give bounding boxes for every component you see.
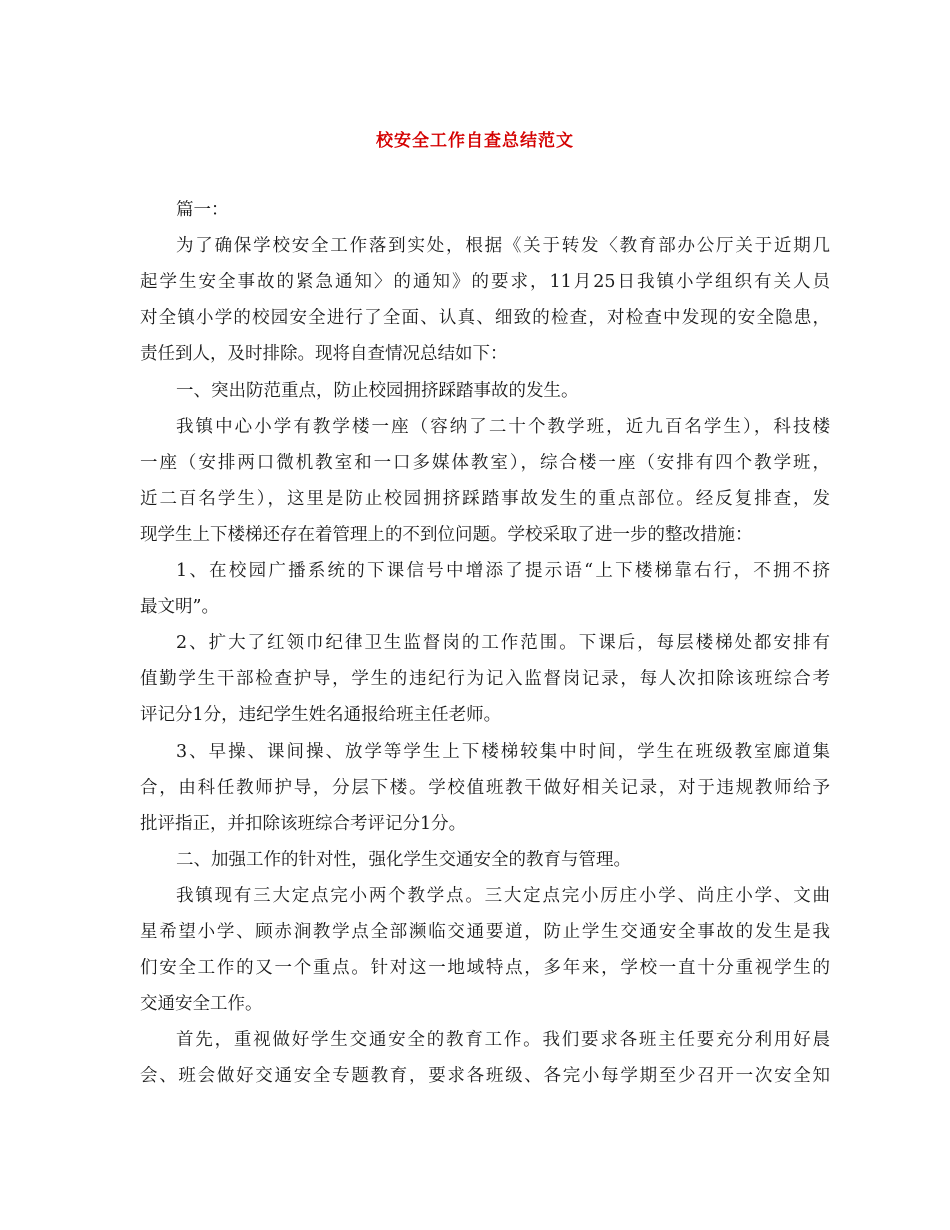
body-text-line: 二、加强工作的针对性，强化学生交通安全的教育与管理。 [176,849,631,870]
body-text-line: 最文明”。 [140,597,219,618]
body-text-line: 交通安全工作。 [140,994,263,1015]
body-text-line: 值勤学生干部检查护导，学生的违纪行为记入监督岗记录，每人次扣除该班综合考 [140,669,830,690]
body-text-line: 们安全工作的又一个重点。针对这一地域特点，多年来，学校一直十分重视学生的 [140,958,830,979]
body-text-line: 责任到人，及时排除。现将自查情况总结如下： [140,344,508,365]
body-text-line: 一座（安排两口微机教室和一口多媒体教室），综合楼一座（安排有四个教学班， [140,452,830,473]
body-text-line: 评记分1分，违纪学生姓名通报给班主任老师。 [140,705,502,726]
body-text-line: 星希望小学、顾赤涧教学点全部濒临交通要道，防止学生交通安全事故的发生是我 [140,922,830,942]
body-text-line: 批评指正，并扣除该班综合考评记分1分。 [140,813,467,834]
body-text-line: 篇一： [176,200,229,220]
body-text-line: 合，由科任教师护导，分层下楼。学校值班教干做好相关记录，对于违规教师给予 [140,777,830,798]
body-text-line: 为了确保学校安全工作落到实处，根据《关于转发〈教育部办公厅关于近期几 [176,236,830,257]
body-text-line: 会、班会做好交通安全专题教育，要求各班级、各完小每学期至少召开一次安全知 [140,1066,830,1087]
body-text-line: 对全镇小学的校园安全进行了全面、认真、细致的检查，对检查中发现的安全隐患， [140,308,830,329]
body-text-line: 我镇现有三大定点完小两个教学点。三大定点完小厉庄小学、尚庄小学、文曲 [176,885,830,906]
body-text-line: 2、扩大了红领巾纪律卫生监督岗的工作范围。下课后，每层楼梯处都安排有 [176,633,830,654]
body-text-line: 1、在校园广播系统的下课信号中增添了提示语“上下楼梯靠右行，不拥不挤 [176,561,830,581]
document-title: 校安全工作自查总结范文 [376,131,574,151]
body-text-line: 起学生安全事故的紧急通知〉的通知》的要求，11月25日我镇小学组织有关人员 [140,272,830,293]
body-text-line: 一、突出防范重点，防止校园拥挤踩踏事故的发生。 [176,380,579,401]
body-text-line: 首先，重视做好学生交通安全的教育工作。我们要求各班主任要充分利用好晨 [176,1030,830,1051]
body-text-line: 现学生上下楼梯还存在着管理上的不到位问题。学校采取了进一步的整改措施： [140,524,753,545]
body-text-line: 3、早操、课间操、放学等学生上下楼梯较集中时间，学生在班级教室廊道集 [176,741,830,762]
body-text-line: 近二百名学生），这里是防止校园拥挤踩踏事故发生的重点部位。经反复排查，发 [140,488,830,509]
body-text-line: 我镇中心小学有教学楼一座（容纳了二十个教学班，近九百名学生），科技楼 [176,416,830,437]
